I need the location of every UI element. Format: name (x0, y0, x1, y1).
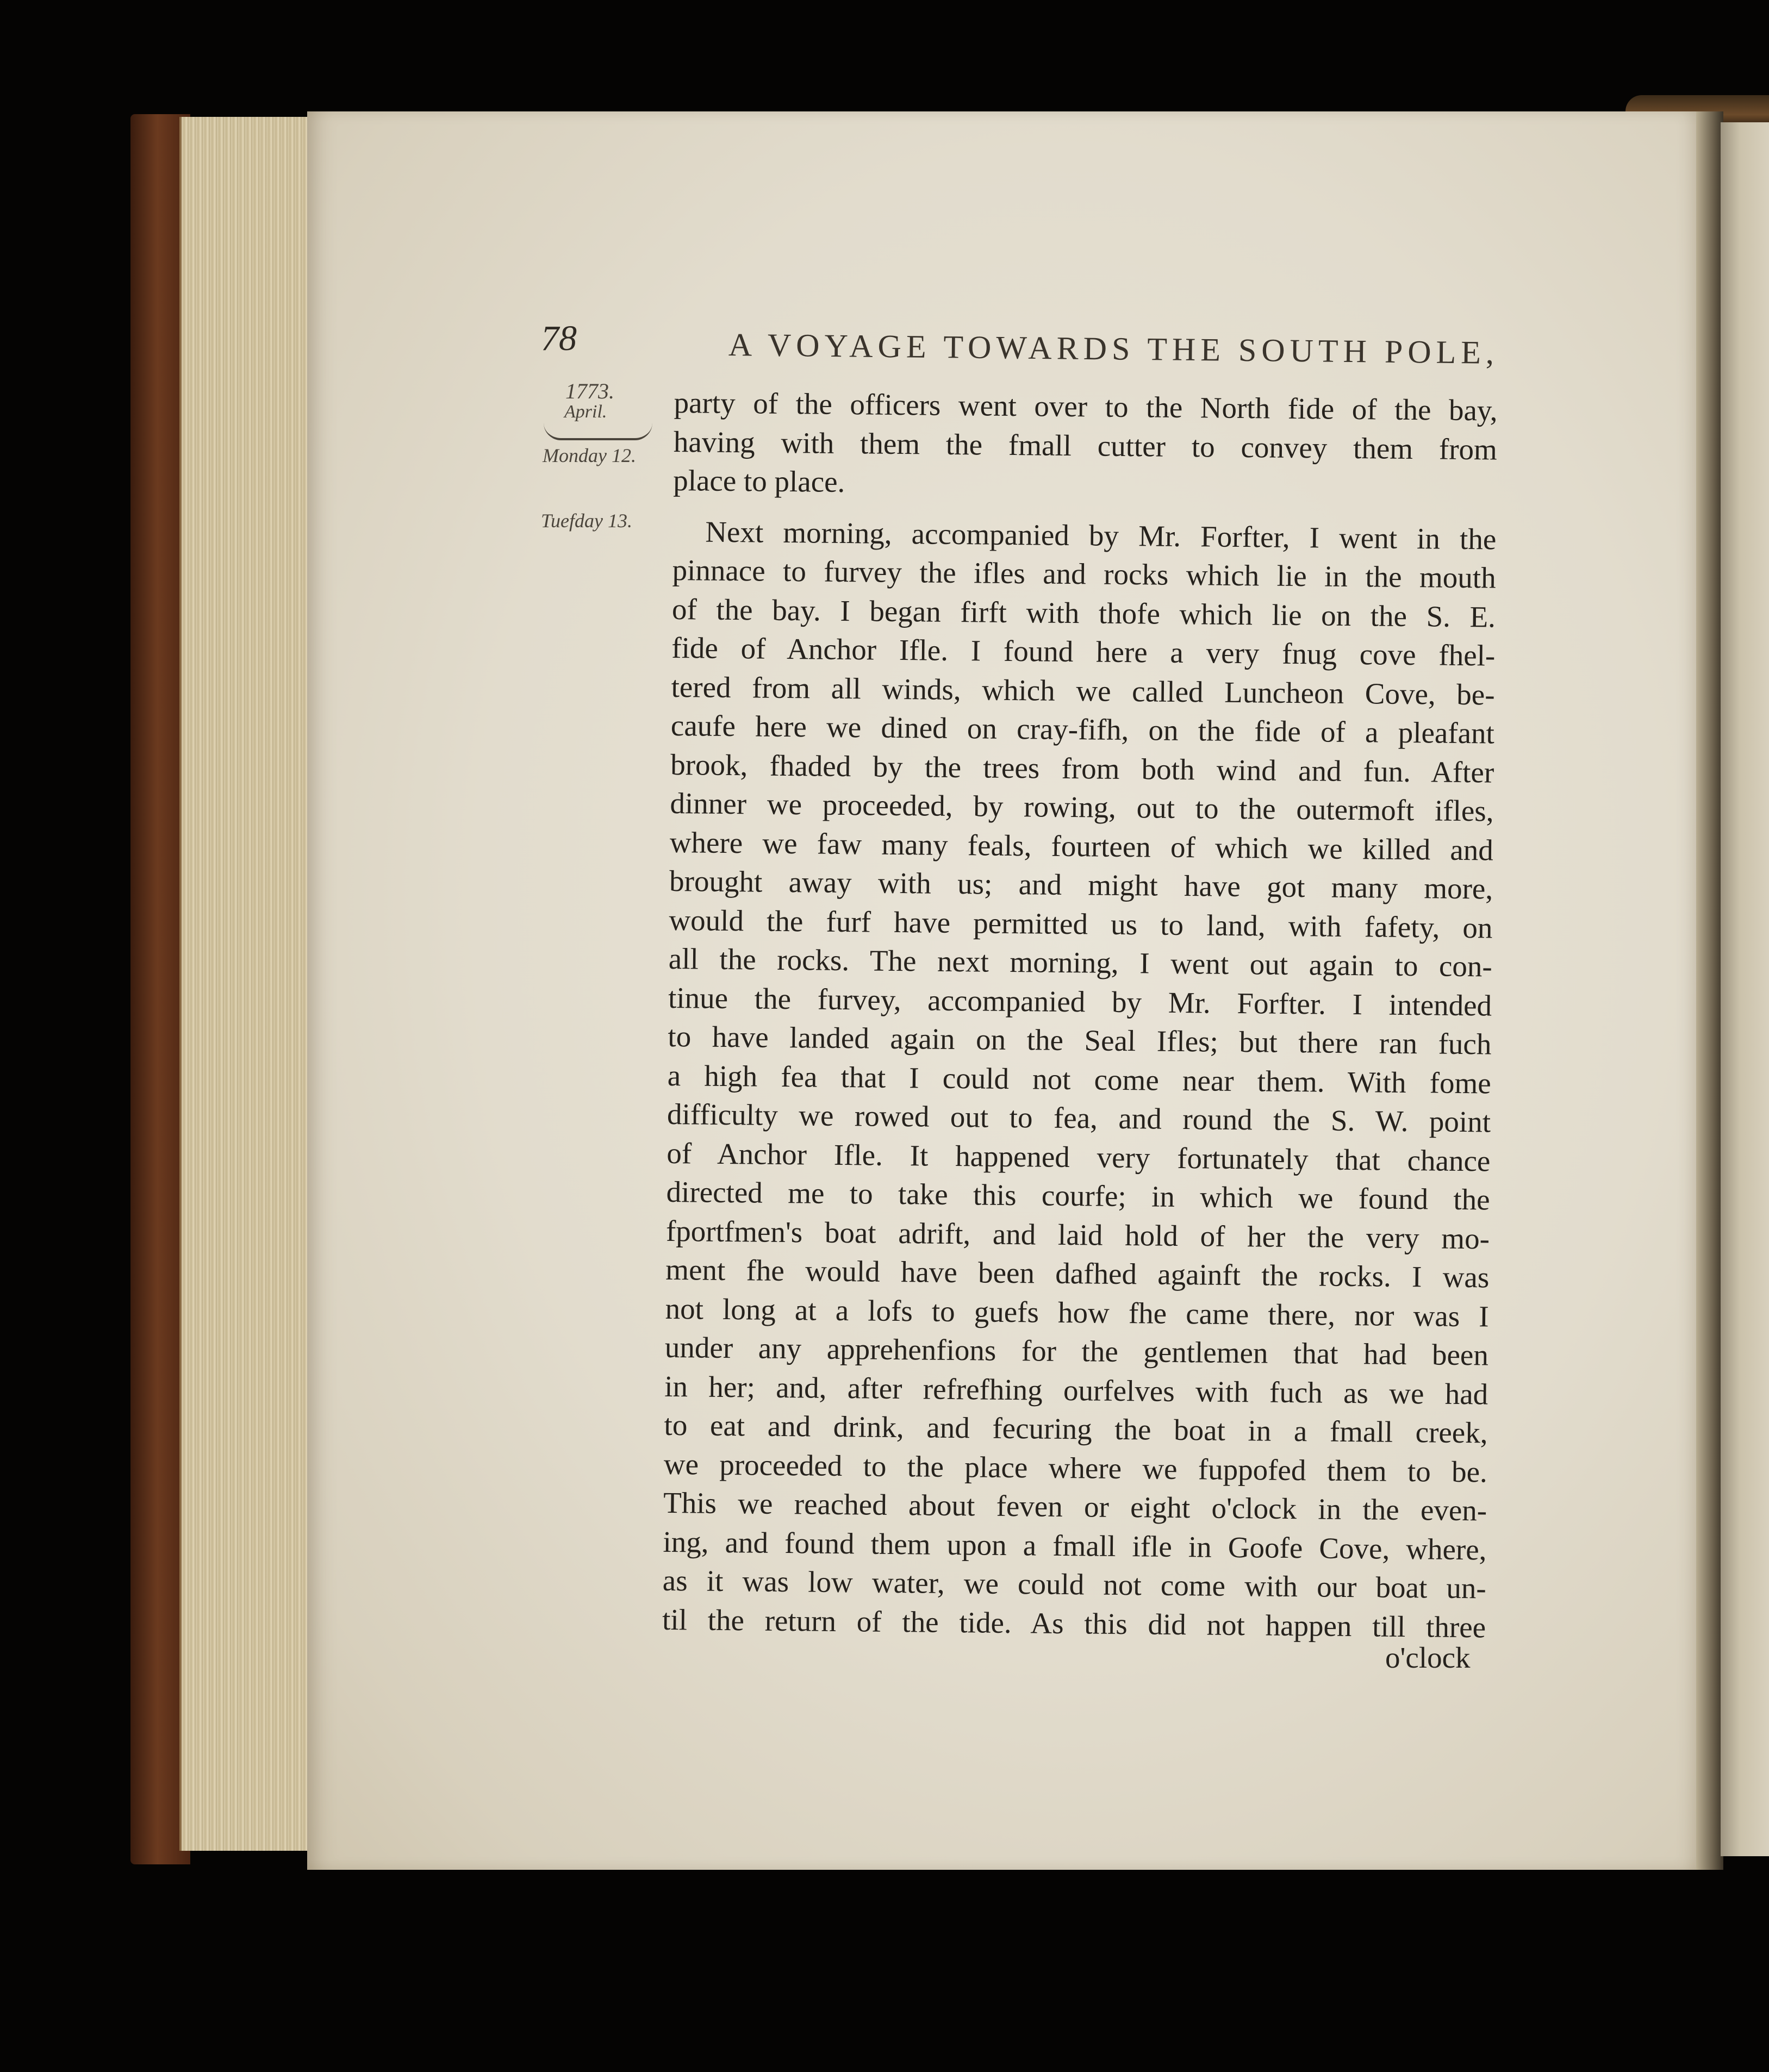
paragraph-1 (673, 383, 1498, 508)
text-line: a high fea that I could not come near them. With fome (667, 1058, 1492, 1100)
margin-brace (544, 423, 652, 440)
text-line: til the return of the tide. As this did not happen till three (662, 1602, 1486, 1644)
text-line: as it was low water, we could not come with our boat un- (662, 1563, 1487, 1605)
text-line: difficulty we rowed out to fea, and round the S. W. point (667, 1097, 1491, 1139)
paragraph-2 (662, 511, 1497, 1646)
text-line: we proceeded to the place where we fuppofed them to be. (663, 1447, 1488, 1488)
text-line: pinnace to furvey the ifles and rocks which lie in the mouth (672, 553, 1496, 595)
body-text (662, 383, 1498, 1646)
text-line: brought away with us; and might have got many more, (669, 864, 1493, 906)
margin-date-monday: Monday 12. (543, 445, 636, 466)
text-line: in her; and, after refrefhing ourfelves with fuch as we had (664, 1369, 1488, 1411)
facing-page-edge (1721, 122, 1769, 1856)
text-line: to have landed again on the Seal Ifles; but there ran fuch (668, 1019, 1492, 1061)
catchword: o'clock (1385, 1641, 1471, 1674)
text-line: directed me to take this courfe; in which we found the (666, 1175, 1490, 1216)
text-line: This we reached about feven or eight o'clock in the even- (663, 1486, 1487, 1527)
text-line: place to place. (672, 463, 845, 499)
text-line: fide of Anchor Ifle. I found here a very fnug cove fhel- (671, 631, 1496, 672)
text-line: brook, fhaded by the trees from both wind and fun. After (670, 747, 1494, 789)
text-line: would the furf have permitted us to land, with fafety, on (669, 903, 1493, 944)
text-line: having with them the fmall cutter to convey them from (673, 425, 1498, 466)
text-line: party of the officers went over to the North fide of the bay, (674, 385, 1498, 427)
page-gutter (1696, 111, 1723, 1870)
running-head: A VOYAGE TOWARDS THE SOUTH POLE, (728, 327, 1499, 371)
text-line: dinner we proceeded, by rowing, out to the outermoft ifles, (670, 786, 1494, 828)
text-line: of the bay. I began firft with thofe which lie on the S. E. (671, 592, 1496, 634)
text-line: to eat and drink, and fecuring the boat in a fmall creek, (664, 1408, 1488, 1450)
text-line: ing, and found them upon a fmall ifle in Goofe Cove, where, (663, 1525, 1487, 1566)
page-number: 78 (541, 319, 577, 358)
text-line: where we faw many feals, fourteen of which we killed and (669, 825, 1494, 867)
text-line: of Anchor Ifle. It happened very fortunately that chance (667, 1136, 1491, 1177)
text-line: Next morning, accompanied by Mr. Forfter, I went in the (705, 515, 1497, 556)
text-line: not long at a lofs to guefs how fhe came there, nor was I (665, 1291, 1489, 1333)
text-line: under any apprehenfions for the gentlemen that had been (664, 1330, 1489, 1372)
text-line: caufe here we dined on cray-fifh, on the fide of a pleafant (670, 708, 1495, 750)
margin-year: 1773. (565, 379, 614, 403)
text-line: tered from all winds, which we called Luncheon Cove, be- (671, 670, 1495, 712)
margin-date-tuesday: Tuefday 13. (541, 510, 632, 532)
text-line: all the rocks. The next morning, I went out again to con- (668, 941, 1493, 983)
text-line: tinue the furvey, accompanied by Mr. Forfter. I intended (668, 981, 1492, 1022)
text-line: fportfmen's boat adrift, and laid hold of her the very mo- (665, 1214, 1490, 1255)
page-edges (179, 117, 317, 1851)
margin-month: April. (564, 402, 607, 422)
text-line: ment fhe would have been dafhed againft the rocks. I was (665, 1252, 1490, 1294)
